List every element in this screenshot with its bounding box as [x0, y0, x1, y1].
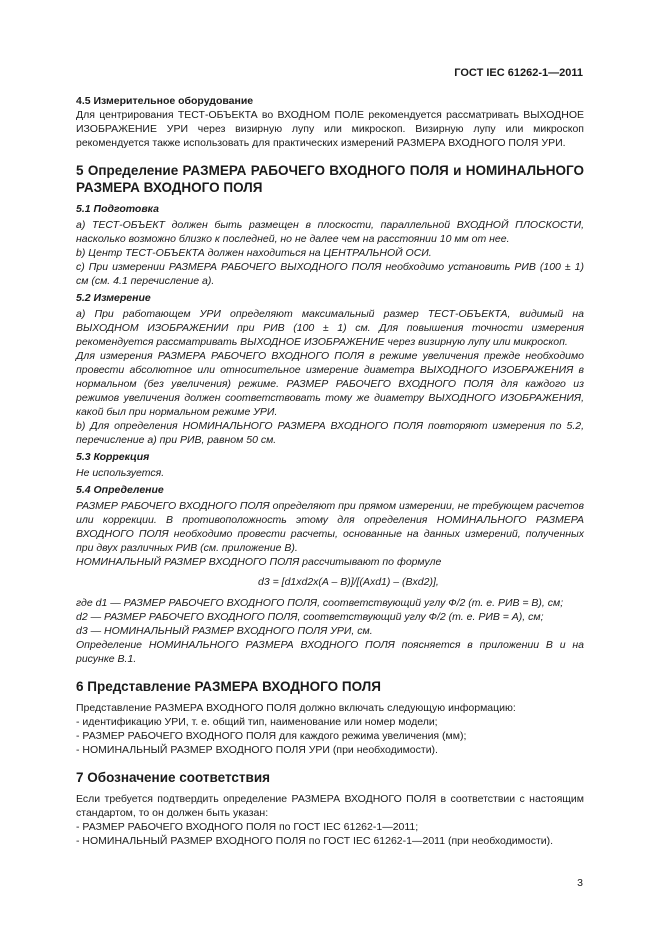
section-5-1-title: 5.1 Подготовка — [76, 203, 159, 215]
section-6-item-3: - НОМИНАЛЬНЫЙ РАЗМЕР ВХОДНОГО ПОЛЯ УРИ (при необходимости). — [76, 744, 438, 756]
page-number: 3 — [577, 877, 583, 889]
where-d2: d2 — РАЗМЕР РАБОЧЕГО ВХОДНОГО ПОЛЯ, соответствующий углу Ф/2 (т. е. РИВ = А), см; — [76, 611, 544, 623]
section-5-1-a: а) ТЕСТ-ОБЪЕКТ должен быть размещен в плоскости, параллельной ВХОДНОЙ ПЛОСКОСТИ, насколько возможно близко к последней, но не далее чем на расстоянии 10 мм от нее. — [76, 219, 584, 245]
section-6-item-1: - идентификацию УРИ, т. е. общий тип, наименование или номер модели; — [76, 716, 438, 728]
section-5-4-paragraph-2: НОМИНАЛЬНЫЙ РАЗМЕР ВХОДНОГО ПОЛЯ рассчитывают по формуле — [76, 556, 442, 568]
section-7-item-2: - НОМИНАЛЬНЫЙ РАЗМЕР ВХОДНОГО ПОЛЯ по ГОСТ IEC 61262-1—2011 (при необходимости). — [76, 835, 554, 847]
section-5-2-title: 5.2 Измерение — [76, 292, 151, 304]
section-7-title: 7 Обозначение соответствия — [76, 770, 271, 785]
section-7-intro: Если требуется подтвердить определение РАЗМЕРА ВХОДНОГО ПОЛЯ в соответствии с настоящим стандартом, то он должен быть указан: — [76, 793, 584, 819]
section-4-5-title: 4.5 Измерительное оборудование — [76, 95, 254, 107]
section-5-2-a: а) При работающем УРИ определяют максимальный размер ТЕСТ-ОБЪЕКТА, видимый на ВЫХОДНОМ ИЗОБРАЖЕНИИ при РИВ (100 ± 1) см. Для повышения точности измерения рекомендуется рассматривать ВЫХОДНОЕ ИЗОБРАЖЕНИЕ через визирную лупу или микроскоп. — [76, 308, 584, 348]
section-7-item-1: - РАЗМЕР РАБОЧЕГО ВХОДНОГО ПОЛЯ по ГОСТ IEC 61262-1—2011; — [76, 821, 419, 833]
page-content — [76, 94, 584, 848]
section-6-title: 6 Представление РАЗМЕРА ВХОДНОГО ПОЛЯ — [76, 679, 381, 694]
section-6-intro: Представление РАЗМЕРА ВХОДНОГО ПОЛЯ должно включать следующую информацию: — [76, 702, 516, 714]
section-4-5-text: Для центрирования ТЕСТ-ОБЪЕКТА во ВХОДНОМ ПОЛЕ рекомендуется рассматривать ВЫХОДНОЕ ИЗОБРАЖЕНИЕ УРИ через визирную лупу или микроскоп. Визирную лупу или микроскоп рекомендуется также использовать для практических измерений РАЗМЕРА ВХОДНОГО ПОЛЯ УРИ. — [76, 109, 584, 149]
section-5-2-b: b) Для определения НОМИНАЛЬНОГО РАЗМЕРА ВХОДНОГО ПОЛЯ повторяют измерения по 5.2, перечисление а) при РИВ, равном 50 см. — [76, 420, 584, 446]
where-d3: d3 — НОМИНАЛЬНЫЙ РАЗМЕР ВХОДНОГО ПОЛЯ УРИ, см. — [76, 625, 373, 637]
section-5-2-paragraph: Для измерения РАЗМЕРА РАБОЧЕГО ВХОДНОГО ПОЛЯ в режиме увеличения прежде необходимо провести абсолютное или относительное измерение диаметра ВЫХОДНОГО ИЗОБРАЖЕНИЯ в нормальном (без увеличения) режиме. РАЗМЕР РАБОЧЕГО ВХОДНОГО ПОЛЯ для каждого из режимов увеличения должен соответствовать тому же диаметру ВЫХОДНОГО ИЗОБРАЖЕНИЯ, какой был при нормальном режиме УРИ. — [76, 350, 584, 418]
section-5-4-title: 5.4 Определение — [76, 484, 164, 496]
formula: d3 = [d1xd2x(A – B)]/[(Axd1) – (Bxd2)], — [258, 576, 439, 588]
section-5-1-b: b) Центр ТЕСТ-ОБЪЕКТА должен находиться на ЦЕНТРАЛЬНОЙ ОСИ. — [76, 247, 432, 259]
where-d1: где d1 — РАЗМЕР РАБОЧЕГО ВХОДНОГО ПОЛЯ, соответствующий углу Ф/2 (т. е. РИВ = В), см; — [76, 597, 564, 609]
section-5-3-text: Не используется. — [76, 467, 165, 479]
section-5-4-paragraph-3: Определение НОМИНАЛЬНОГО РАЗМЕРА ВХОДНОГО ПОЛЯ поясняется в приложении В и на рисунке В.1. — [76, 639, 584, 665]
section-5-title: 5 Определение РАЗМЕРА РАБОЧЕГО ВХОДНОГО ПОЛЯ и НОМИНАЛЬНОГО РАЗМЕРА ВХОДНОГО ПОЛЯ — [76, 163, 584, 195]
section-5-3-title: 5.3 Коррекция — [76, 451, 150, 463]
section-5-4-paragraph-1: РАЗМЕР РАБОЧЕГО ВХОДНОГО ПОЛЯ определяют при прямом измерении, не требующем расчетов или коррекции. В противоположность этому для определения НОМИНАЛЬНОГО РАЗМЕРА ВХОДНОГО ПОЛЯ необходимо провести расчеты, основанные на данных измерений, полученных при двух различных РИВ (см. приложение В). — [76, 500, 584, 554]
section-5-1-c: с) При измерении РАЗМЕРА РАБОЧЕГО ВЫХОДНОГО ПОЛЯ необходимо установить РИВ (100 ± 1) см (см. 4.1 перечисление а). — [76, 261, 584, 287]
document-header: ГОСТ IEC 61262-1—2011 — [454, 67, 583, 79]
section-6-item-2: - РАЗМЕР РАБОЧЕГО ВХОДНОГО ПОЛЯ для каждого режима увеличения (мм); — [76, 730, 467, 742]
